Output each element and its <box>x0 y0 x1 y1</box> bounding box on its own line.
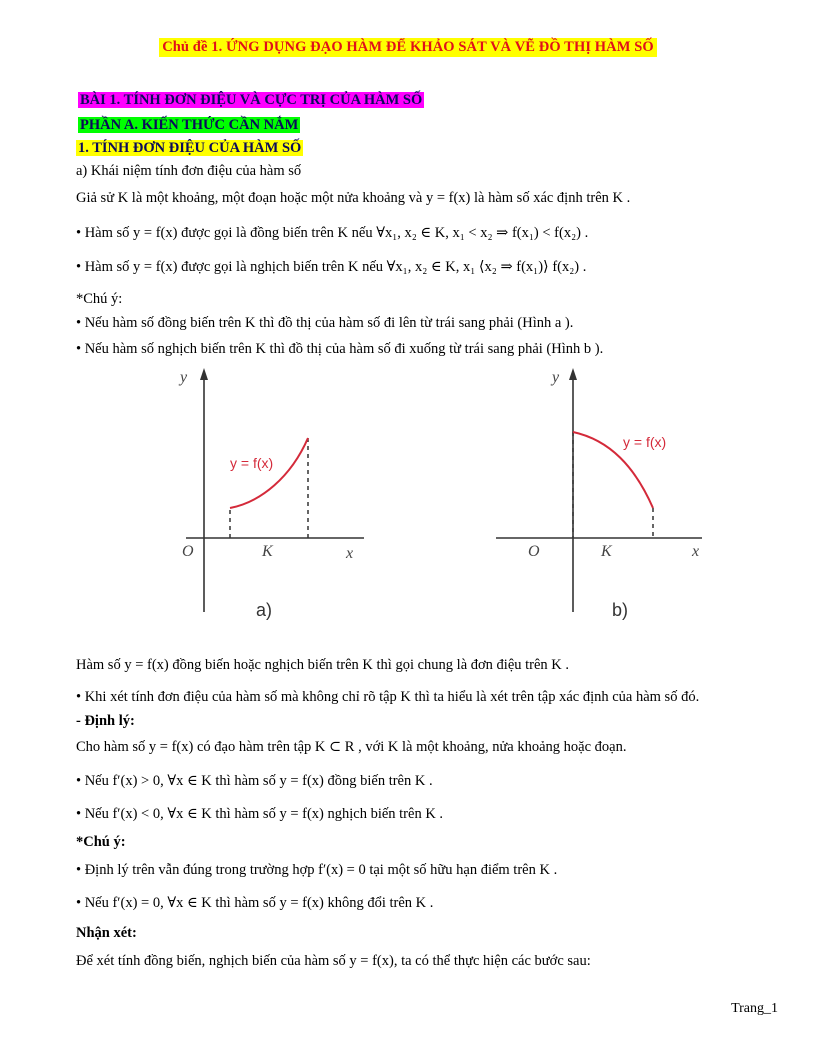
caption-a: a) <box>256 600 273 620</box>
note-heading: *Chú ý: <box>76 291 123 307</box>
k-label-a: K <box>262 543 273 560</box>
bullet-increasing-def: • Hàm số y = f(x) được gọi là đồng biến trên K nếu ∀x₁, x₂ ∈ K, x₁ < x₂ ⇒ f(x₁) < f(x₂) . <box>76 225 589 241</box>
increasing-curve <box>230 438 308 508</box>
part-heading <box>78 117 300 134</box>
part-a-title: PHẦN A. KIẾN THỨC CẦN NẮM <box>80 117 299 133</box>
section-heading <box>76 140 303 157</box>
remark-text: Để xét tính đồng biến, nghịch biến của hàm số y = f(x), ta có thể thực hiện các bước sau: <box>76 953 591 969</box>
curve-label-a: y = f(x) <box>230 455 274 471</box>
bullet-finite-zeros: • Định lý trên vẫn đúng trong trường hợp f′(x) = 0 tại một số hữu hạn điểm trên K . <box>76 862 558 878</box>
bullet-note-increasing: • Nếu hàm số đồng biến trên K thì đồ thị của hàm số đi lên từ trái sang phải (Hình a ). <box>76 315 574 331</box>
paragraph-assume: Giả sử K là một khoảng, một đoạn hoặc một nửa khoảng và y = f(x) là hàm số xác định trên K . <box>76 190 631 206</box>
paragraph-monotonic: Hàm số y = f(x) đồng biến hoặc nghịch biến trên K thì gọi chung là đơn điệu trên K . <box>76 657 570 673</box>
figure-a <box>166 362 376 632</box>
bullet-domain-note: • Khi xét tính đơn điệu của hàm số mà không chỉ rõ tập K thì ta hiểu là xét trên tập xác định của hàm số đó. <box>76 689 700 705</box>
origin-label-a: O <box>182 543 194 560</box>
lesson-title: BÀI 1. TÍNH ĐƠN ĐIỆU VÀ CỰC TRỊ CỦA HÀM SỐ <box>80 92 423 108</box>
curve-label-b: y = f(x) <box>623 434 667 450</box>
bullet-decreasing-def: • Hàm số y = f(x) được gọi là nghịch biến trên K nếu ∀x₁, x₂ ∈ K, x₁ ⟨x₂ ⇒ f(x₁)⟩ f(x₂) . <box>76 259 587 275</box>
theorem-statement: Cho hàm số y = f(x) có đạo hàm trên tập K ⊂ R , với K là một khoảng, nửa khoảng hoặc đoạn. <box>76 739 627 755</box>
caption-b: b) <box>612 600 629 620</box>
remark-heading: Nhận xét: <box>76 925 137 941</box>
k-label-b: K <box>601 543 612 560</box>
lesson-heading <box>78 92 424 109</box>
y-label-a: y <box>180 369 188 386</box>
theorem-heading: - Định lý: <box>76 713 135 729</box>
bullet-positive-derivative: • Nếu f′(x) > 0, ∀x ∈ K thì hàm số y = f(x) đồng biến trên K . <box>76 773 433 789</box>
bullet-constant: • Nếu f′(x) = 0, ∀x ∈ K thì hàm số y = f(x) không đổi trên K . <box>76 895 434 911</box>
chapter-title: Chủ đề 1. ỨNG DỤNG ĐẠO HÀM ĐỂ KHẢO SÁT VÀ VẼ ĐỒ THỊ HÀM SỐ <box>159 38 657 57</box>
note-heading-2: *Chú ý: <box>76 834 126 850</box>
x-label-b: x <box>692 543 700 560</box>
y-label-b: y <box>552 369 560 386</box>
figure-b <box>490 362 710 632</box>
page-number: Trang_1 <box>731 1001 778 1016</box>
bullet-note-decreasing: • Nếu hàm số nghịch biến trên K thì đồ thị của hàm số đi xuống từ trái sang phải (Hình b ). <box>76 341 604 357</box>
section-1-title: 1. TÍNH ĐƠN ĐIỆU CỦA HÀM SỐ <box>78 140 302 156</box>
x-label-a: x <box>346 545 354 562</box>
title-wrapper <box>0 38 816 57</box>
bullet-negative-derivative: • Nếu f′(x) < 0, ∀x ∈ K thì hàm số y = f(x) nghịch biến trên K . <box>76 806 444 822</box>
y-arrow-a <box>200 368 208 380</box>
paragraph-concept: a) Khái niệm tính đơn điệu của hàm số <box>76 163 302 179</box>
origin-label-b: O <box>528 543 540 560</box>
y-arrow-b <box>569 368 577 380</box>
